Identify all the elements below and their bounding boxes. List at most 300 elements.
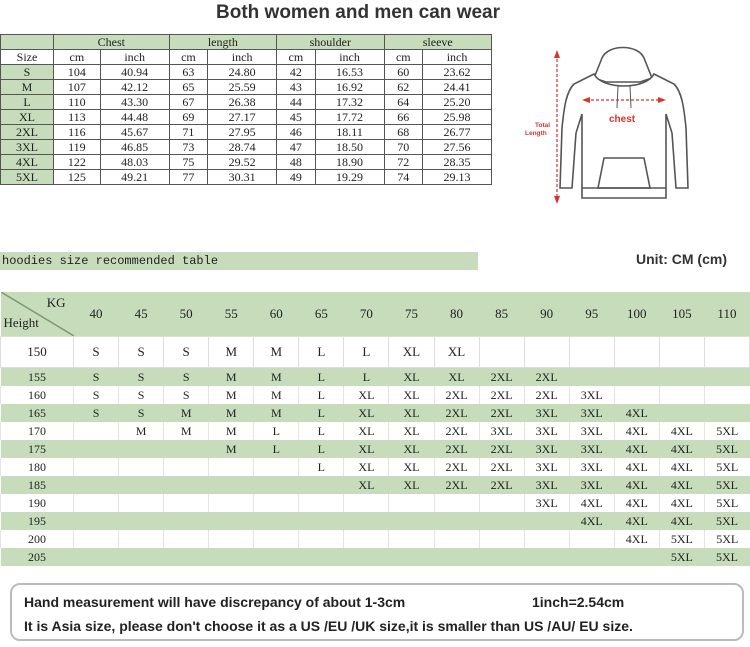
unit-header: cm (384, 50, 423, 65)
measurement-cell: 74 (384, 170, 423, 185)
recommended-size-cell (479, 494, 524, 512)
recommended-size-cell (119, 494, 164, 512)
measurement-cell: 69 (169, 110, 208, 125)
recommended-size-cell (614, 368, 659, 387)
recommended-size-cell: S (74, 386, 119, 404)
group-header: sleeve (384, 35, 492, 50)
measurement-cell: 113 (54, 110, 101, 125)
recommended-size-cell (209, 476, 254, 494)
recommended-size-cell (164, 530, 209, 548)
recommended-size-cell (254, 548, 299, 566)
recommended-size-cell (299, 476, 344, 494)
recommended-size-cell (164, 512, 209, 530)
recommended-size-cell (434, 530, 479, 548)
recommended-size-cell: 2XL (434, 404, 479, 422)
recommended-size-cell: 5XL (659, 548, 704, 566)
recommended-size-cell: XL (344, 476, 389, 494)
recommended-size-cell: 3XL (569, 458, 614, 476)
recommended-size-cell: XL (389, 404, 434, 422)
recommended-size-cell: 3XL (569, 422, 614, 440)
measurement-cell: 72 (384, 155, 423, 170)
recommended-size-cell (524, 512, 569, 530)
recommended-size-cell (479, 512, 524, 530)
recommended-size-cell (209, 458, 254, 476)
height-row (1, 368, 750, 387)
recommended-size-cell: 4XL (614, 512, 659, 530)
recommended-size-cell: XL (389, 386, 434, 404)
measurement-cell: 26.77 (423, 125, 492, 140)
recommended-size-cell (299, 530, 344, 548)
recommended-size-cell (524, 337, 569, 368)
size-row (1, 140, 492, 155)
recommended-size-cell: S (119, 386, 164, 404)
weight-header: 65 (299, 292, 344, 337)
group-header: shoulder (277, 35, 384, 50)
recommended-size-cell: 2XL (479, 458, 524, 476)
recommended-size-cell (659, 368, 704, 387)
measurement-cell: 48 (277, 155, 316, 170)
recommended-size-cell: 4XL (614, 476, 659, 494)
size-recommendation-table (0, 292, 750, 566)
recommended-size-cell: M (119, 422, 164, 440)
recommended-size-cell: 2XL (434, 422, 479, 440)
size-row (1, 65, 492, 80)
recommended-size-cell: XL (389, 476, 434, 494)
recommended-size-cell: L (299, 337, 344, 368)
measurement-cell: 27.17 (208, 110, 277, 125)
recommended-size-cell (119, 440, 164, 458)
measurement-cell: 110 (54, 95, 101, 110)
length-arrow-icon (554, 50, 560, 204)
recommended-size-cell: 2XL (479, 386, 524, 404)
recommended-size-cell (434, 548, 479, 566)
height-cell: 185 (1, 476, 74, 494)
recommended-size-cell (74, 440, 119, 458)
measurement-cell: 48.03 (100, 155, 169, 170)
recommended-size-cell: 5XL (704, 476, 749, 494)
recommended-size-cell (74, 494, 119, 512)
measurement-cell: 67 (169, 95, 208, 110)
measurement-cell: 29.52 (208, 155, 277, 170)
measurement-cell: 73 (169, 140, 208, 155)
size-cell: S (1, 65, 54, 80)
measurement-cell: 42 (277, 65, 316, 80)
recommended-size-cell (119, 458, 164, 476)
recommended-size-cell (704, 386, 749, 404)
recommended-size-cell (254, 530, 299, 548)
recommended-size-cell: XL (389, 337, 434, 368)
unit-header: inch (100, 50, 169, 65)
recommended-size-cell (74, 422, 119, 440)
height-cell: 160 (1, 386, 74, 404)
page-title: Both women and men can wear (216, 2, 500, 23)
recommended-size-cell: S (74, 404, 119, 422)
height-cell: 155 (1, 368, 74, 387)
size-corner-cell (1, 35, 54, 50)
recommended-size-cell: L (254, 440, 299, 458)
measurement-cell: 16.92 (315, 80, 384, 95)
measurement-cell: 46.85 (100, 140, 169, 155)
recommended-size-cell (119, 530, 164, 548)
recommended-size-cell: 5XL (704, 440, 749, 458)
recommended-size-cell: S (119, 404, 164, 422)
height-cell: 165 (1, 404, 74, 422)
measurement-cell: 44.48 (100, 110, 169, 125)
recommended-size-cell: M (254, 337, 299, 368)
height-cell: 150 (1, 337, 74, 368)
total-length-label-2: Length (525, 130, 547, 137)
measurement-cell: 65 (169, 80, 208, 95)
size-cell: 4XL (1, 155, 54, 170)
recommended-size-cell (569, 337, 614, 368)
size-group-header-row (1, 35, 492, 50)
recommended-size-cell (614, 337, 659, 368)
recommended-size-cell (479, 337, 524, 368)
note-conversion: 1inch=2.54cm (532, 594, 625, 610)
recommended-size-cell (254, 512, 299, 530)
size-row (1, 80, 492, 95)
recommended-size-cell: 2XL (524, 386, 569, 404)
recommended-size-cell: 2XL (434, 458, 479, 476)
recommended-size-cell (389, 548, 434, 566)
recommended-size-cell: M (209, 404, 254, 422)
recommended-size-cell: 4XL (614, 458, 659, 476)
measurement-cell: 116 (54, 125, 101, 140)
recommended-size-cell: 4XL (614, 530, 659, 548)
weight-header: 40 (74, 292, 119, 337)
recommended-size-cell (659, 404, 704, 422)
weight-header: 55 (209, 292, 254, 337)
size-cell: XL (1, 110, 54, 125)
recommended-size-cell: M (254, 368, 299, 387)
weight-header: 80 (434, 292, 479, 337)
recommended-size-cell (389, 530, 434, 548)
measurement-cell: 71 (169, 125, 208, 140)
measurement-cell: 23.62 (423, 65, 492, 80)
weight-header: 105 (659, 292, 704, 337)
measurement-cell: 45.67 (100, 125, 169, 140)
recommended-size-cell: XL (389, 368, 434, 387)
note-asia-size: It is Asia size, please don't choose it as a US /EU /UK size,it is smaller than US /AU/ EU size. (24, 618, 633, 634)
size-cell: 2XL (1, 125, 54, 140)
measurement-cell: 107 (54, 80, 101, 95)
measurement-cell: 16.53 (315, 65, 384, 80)
weight-header: 85 (479, 292, 524, 337)
recommended-size-cell: M (254, 404, 299, 422)
recommended-size-cell: 5XL (704, 548, 749, 566)
recommend-table-label: hoodies size recommended table (0, 252, 478, 270)
measurement-cell: 25.20 (423, 95, 492, 110)
recommended-size-cell: L (299, 368, 344, 387)
recommended-size-cell: S (164, 386, 209, 404)
height-row (1, 404, 750, 422)
measurement-cell: 68 (384, 125, 423, 140)
size-row (1, 155, 492, 170)
recommended-size-cell: S (74, 337, 119, 368)
weight-header: 50 (164, 292, 209, 337)
size-row (1, 170, 492, 185)
recommended-size-cell (254, 494, 299, 512)
recommended-size-cell: L (254, 422, 299, 440)
recommended-size-cell: 5XL (659, 530, 704, 548)
recommended-size-cell: 3XL (524, 476, 569, 494)
chest-label: chest (609, 114, 636, 125)
recommended-size-cell: 4XL (614, 404, 659, 422)
recommended-size-cell: 3XL (569, 386, 614, 404)
weight-header: 70 (344, 292, 389, 337)
measurement-cell: 122 (54, 155, 101, 170)
total-length-label-1: Total (535, 122, 551, 129)
recommended-size-cell: 3XL (524, 458, 569, 476)
recommended-size-cell: 5XL (704, 458, 749, 476)
size-cell: L (1, 95, 54, 110)
measurement-cell: 104 (54, 65, 101, 80)
measurement-cell: 29.13 (423, 170, 492, 185)
recommended-size-cell (74, 458, 119, 476)
recommended-size-cell (209, 512, 254, 530)
recommended-size-cell: S (164, 368, 209, 387)
recommended-size-cell: L (299, 458, 344, 476)
recommended-size-cell (299, 512, 344, 530)
recommended-size-cell (389, 494, 434, 512)
recommended-size-cell: M (209, 337, 254, 368)
measurement-cell: 17.32 (315, 95, 384, 110)
notes-box (10, 583, 744, 641)
measurement-cell: 125 (54, 170, 101, 185)
recommended-size-cell: 3XL (479, 422, 524, 440)
height-cell: 200 (1, 530, 74, 548)
unit-header: inch (423, 50, 492, 65)
recommended-size-cell: L (299, 404, 344, 422)
recommended-size-cell: 2XL (479, 476, 524, 494)
recommended-size-cell (74, 512, 119, 530)
height-cell: 205 (1, 548, 74, 566)
measurement-cell: 46 (277, 125, 316, 140)
size-chart-table (0, 34, 492, 185)
unit-header: inch (208, 50, 277, 65)
measurement-cell: 77 (169, 170, 208, 185)
measurement-cell: 30.31 (208, 170, 277, 185)
measurement-cell: 60 (384, 65, 423, 80)
recommended-size-cell: 3XL (524, 404, 569, 422)
weight-header-row (1, 292, 750, 337)
weight-header: 60 (254, 292, 299, 337)
recommended-size-cell (164, 548, 209, 566)
recommended-size-cell (434, 512, 479, 530)
note-discrepancy-text: Hand measurement will have discrepancy of about 1-3cm (24, 594, 406, 610)
recommended-size-cell: 2XL (479, 404, 524, 422)
measurement-cell: 75 (169, 155, 208, 170)
measurement-cell: 19.29 (315, 170, 384, 185)
height-cell: 180 (1, 458, 74, 476)
size-row (1, 95, 492, 110)
recommended-size-cell (389, 512, 434, 530)
recommended-size-cell: 3XL (524, 440, 569, 458)
unit-header: inch (315, 50, 384, 65)
kg-height-corner (1, 292, 74, 337)
measurement-cell: 27.95 (208, 125, 277, 140)
recommended-size-cell: M (209, 386, 254, 404)
height-row (1, 548, 750, 566)
measurement-cell: 18.50 (315, 140, 384, 155)
recommended-size-cell: XL (389, 422, 434, 440)
recommended-size-cell (344, 512, 389, 530)
recommended-size-cell: XL (344, 386, 389, 404)
height-row (1, 440, 750, 458)
recommended-size-cell: M (209, 368, 254, 387)
recommended-size-cell (704, 368, 749, 387)
measurement-cell: 24.80 (208, 65, 277, 80)
recommended-size-cell (119, 476, 164, 494)
height-label: Height (3, 315, 39, 330)
recommended-size-cell (659, 386, 704, 404)
height-cell: 195 (1, 512, 74, 530)
recommended-size-cell: XL (434, 368, 479, 387)
recommended-size-cell: 3XL (569, 476, 614, 494)
height-row (1, 530, 750, 548)
recommended-size-cell: XL (344, 440, 389, 458)
recommended-size-cell (209, 530, 254, 548)
recommended-size-cell (614, 386, 659, 404)
height-cell: 175 (1, 440, 74, 458)
recommended-size-cell (74, 530, 119, 548)
recommended-size-cell (659, 337, 704, 368)
measurement-cell: 26.38 (208, 95, 277, 110)
recommended-size-cell (479, 548, 524, 566)
measurement-cell: 25.98 (423, 110, 492, 125)
recommended-size-cell (164, 440, 209, 458)
recommended-size-cell: 4XL (569, 512, 614, 530)
recommended-size-cell (164, 476, 209, 494)
recommended-size-cell: 4XL (614, 440, 659, 458)
size-header: Size (1, 50, 54, 65)
height-row (1, 422, 750, 440)
recommended-size-cell: 3XL (524, 494, 569, 512)
size-row (1, 110, 492, 125)
weight-header: 45 (119, 292, 164, 337)
recommended-size-cell (524, 530, 569, 548)
unit-header: cm (277, 50, 316, 65)
measurement-cell: 28.74 (208, 140, 277, 155)
height-cell: 190 (1, 494, 74, 512)
recommended-size-cell (74, 548, 119, 566)
recommended-size-cell (434, 494, 479, 512)
height-row (1, 476, 750, 494)
height-row (1, 512, 750, 530)
weight-header: 110 (704, 292, 749, 337)
recommended-size-cell (569, 530, 614, 548)
measurement-cell: 64 (384, 95, 423, 110)
recommended-size-cell: XL (344, 458, 389, 476)
recommended-size-cell (119, 512, 164, 530)
recommended-size-cell (299, 548, 344, 566)
recommended-size-cell: 4XL (569, 494, 614, 512)
note-discrepancy (24, 594, 625, 610)
weight-header: 100 (614, 292, 659, 337)
recommended-size-cell: 5XL (704, 422, 749, 440)
size-row (1, 125, 492, 140)
unit-label: Unit: CM (cm) (636, 251, 727, 267)
unit-header: cm (169, 50, 208, 65)
measurement-cell: 62 (384, 80, 423, 95)
recommended-size-cell: XL (389, 440, 434, 458)
measurement-cell: 63 (169, 65, 208, 80)
recommended-size-cell: 4XL (659, 512, 704, 530)
measurement-cell: 18.11 (315, 125, 384, 140)
recommended-size-cell: 2XL (479, 440, 524, 458)
recommended-size-cell: 2XL (434, 440, 479, 458)
size-cell: 3XL (1, 140, 54, 155)
recommended-size-cell (164, 458, 209, 476)
height-row (1, 494, 750, 512)
recommended-size-cell (254, 458, 299, 476)
recommended-size-cell (209, 494, 254, 512)
recommended-size-cell: XL (389, 458, 434, 476)
recommended-size-cell: XL (344, 422, 389, 440)
measurement-cell: 25.59 (208, 80, 277, 95)
kg-label: KG (46, 295, 66, 310)
recommended-size-cell: 3XL (524, 422, 569, 440)
recommended-size-cell: 2XL (434, 476, 479, 494)
weight-header: 95 (569, 292, 614, 337)
recommended-size-cell: 4XL (614, 422, 659, 440)
measurement-cell: 17.72 (315, 110, 384, 125)
recommended-size-cell: L (344, 368, 389, 387)
size-unit-header-row (1, 50, 492, 65)
recommended-size-cell: L (299, 422, 344, 440)
measurement-cell: 43.30 (100, 95, 169, 110)
group-header: Chest (54, 35, 170, 50)
recommended-size-cell (164, 494, 209, 512)
recommended-size-cell: 4XL (659, 458, 704, 476)
recommended-size-cell (524, 548, 569, 566)
measurement-cell: 66 (384, 110, 423, 125)
measurement-cell: 28.35 (423, 155, 492, 170)
measurement-cell: 45 (277, 110, 316, 125)
recommended-size-cell (569, 548, 614, 566)
recommended-size-cell: S (164, 337, 209, 368)
height-row (1, 386, 750, 404)
recommended-size-cell: 4XL (659, 440, 704, 458)
recommended-size-cell (704, 404, 749, 422)
recommended-size-cell (119, 548, 164, 566)
height-cell: 170 (1, 422, 74, 440)
recommended-size-cell: 4XL (659, 494, 704, 512)
recommended-size-cell: L (344, 337, 389, 368)
measurement-cell: 44 (277, 95, 316, 110)
recommended-size-cell: M (209, 440, 254, 458)
measurement-cell: 24.41 (423, 80, 492, 95)
measurement-cell: 47 (277, 140, 316, 155)
group-header: length (169, 35, 276, 50)
recommended-size-cell: XL (434, 337, 479, 368)
recommended-size-cell (344, 494, 389, 512)
height-row (1, 337, 750, 368)
measurement-cell: 43 (277, 80, 316, 95)
recommended-size-cell (614, 548, 659, 566)
weight-header: 75 (389, 292, 434, 337)
measurement-cell: 49.21 (100, 170, 169, 185)
recommended-size-cell: L (299, 386, 344, 404)
recommended-size-cell (479, 530, 524, 548)
recommended-size-cell: S (119, 368, 164, 387)
hoodie-diagram (520, 38, 730, 218)
recommended-size-cell: 2XL (479, 368, 524, 387)
weight-header: 90 (524, 292, 569, 337)
recommended-size-cell (569, 368, 614, 387)
recommended-size-cell: 2XL (524, 368, 569, 387)
unit-header: cm (54, 50, 101, 65)
